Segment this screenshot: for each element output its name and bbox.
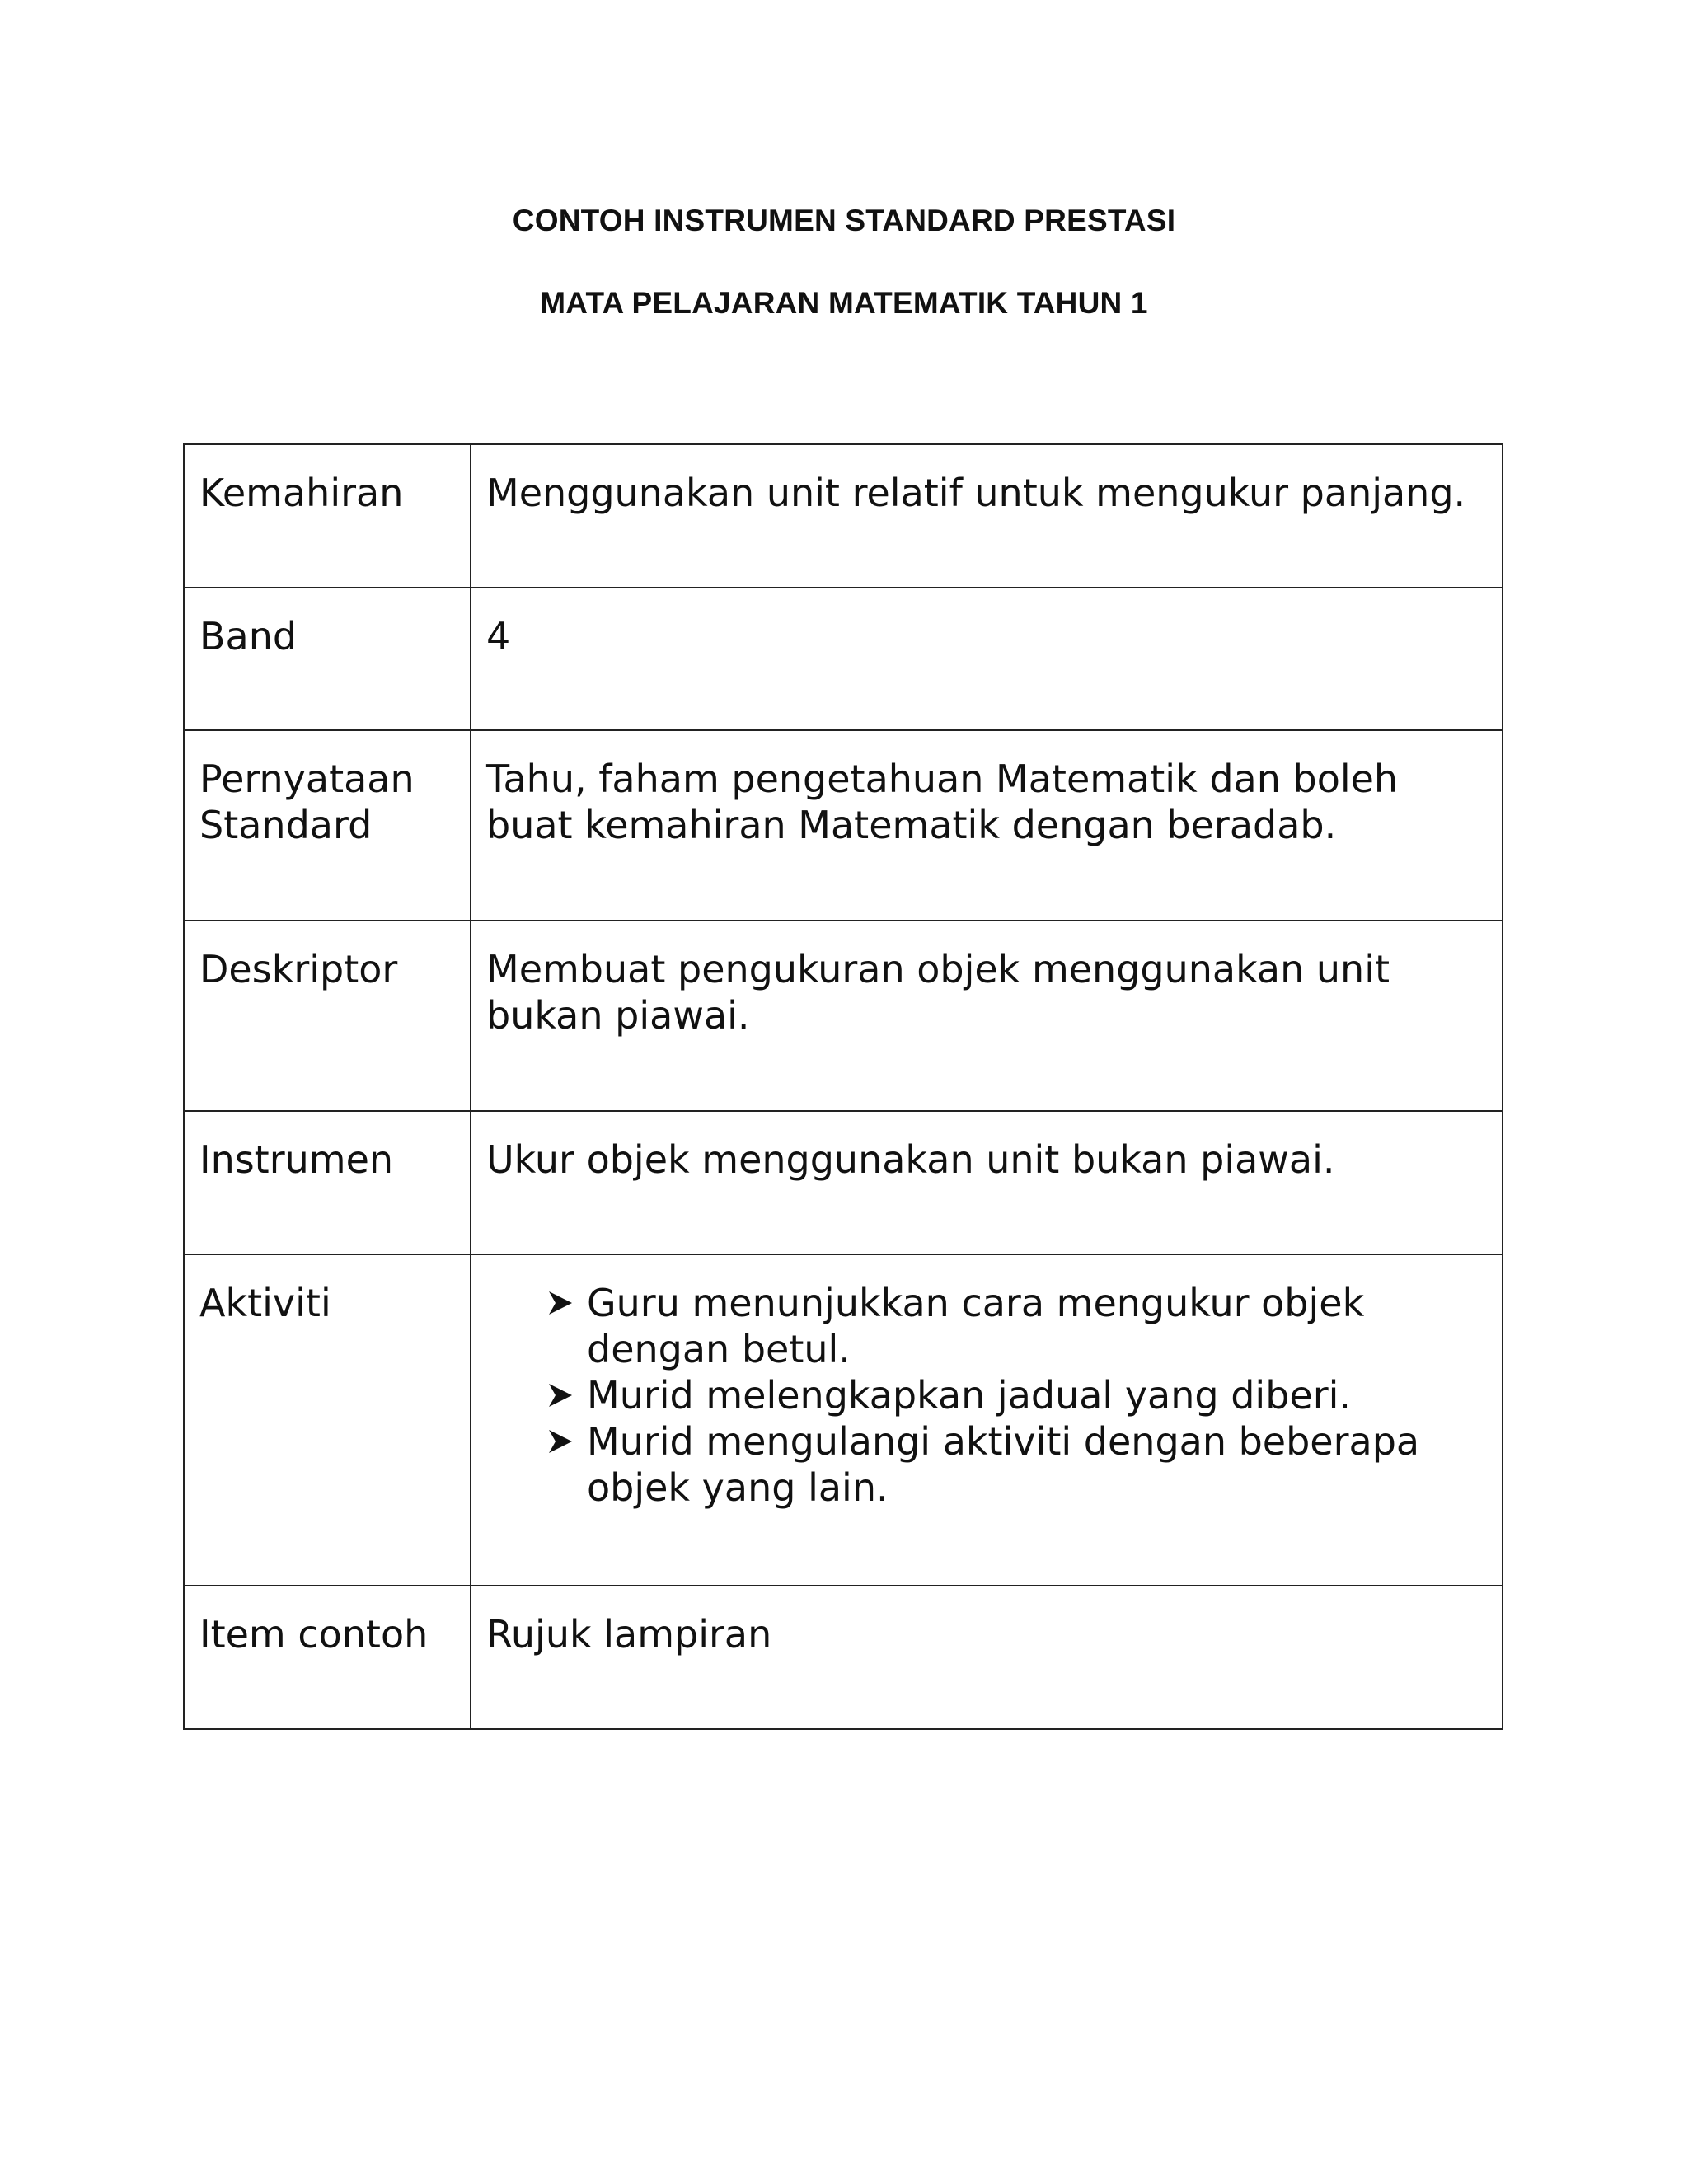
table-row-band: [184, 588, 1503, 730]
row-value: Rujuk lampiran: [471, 1586, 1503, 1729]
standard-table: [183, 443, 1503, 1730]
table-row-kemahiran: [184, 444, 1503, 588]
list-item: [544, 1372, 1487, 1418]
table-row-pernyataan-standard: [184, 730, 1503, 921]
arrowhead-bullet-icon: [544, 1418, 577, 1465]
row-value: Tahu, faham pengetahuan Matematik dan boleh buat kemahiran Matematik dengan beradab.: [471, 730, 1503, 921]
activity-text: Murid mengulangi aktiviti dengan beberapa objek yang lain.: [587, 1419, 1420, 1510]
activity-text: Murid melengkapkan jadual yang diberi.: [587, 1373, 1352, 1418]
list-item: [544, 1280, 1487, 1372]
table-row-deskriptor: [184, 921, 1503, 1111]
row-value: Ukur objek menggunakan unit bukan piawai.: [471, 1111, 1503, 1254]
activity-list: [486, 1280, 1487, 1511]
row-label: Kemahiran: [184, 444, 471, 588]
arrowhead-bullet-icon: [544, 1280, 577, 1326]
row-value: [471, 1254, 1503, 1586]
row-value: Membuat pengukuran objek menggunakan unit bukan piawai.: [471, 921, 1503, 1111]
row-label: Instrumen: [184, 1111, 471, 1254]
row-label: Pernyataan Standard: [184, 730, 471, 921]
document-title: CONTOH INSTRUMEN STANDARD PRESTASI: [512, 204, 1176, 237]
row-label: Deskriptor: [184, 921, 471, 1111]
list-item: [544, 1418, 1487, 1511]
activity-text: Guru menunjukkan cara mengukur objek dengan betul.: [587, 1281, 1365, 1371]
row-value: 4: [471, 588, 1503, 730]
row-label: Aktiviti: [184, 1254, 471, 1586]
document-subtitle: MATA PELAJARAN MATEMATIK TAHUN 1: [540, 286, 1148, 320]
row-value: Menggunakan unit relatif untuk mengukur panjang.: [471, 444, 1503, 588]
arrowhead-bullet-icon: [544, 1372, 577, 1418]
table-row-aktiviti: [184, 1254, 1503, 1586]
table-row-instrumen: [184, 1111, 1503, 1254]
row-label: Band: [184, 588, 471, 730]
table-row-item-contoh: [184, 1586, 1503, 1729]
row-label: Item contoh: [184, 1586, 471, 1729]
